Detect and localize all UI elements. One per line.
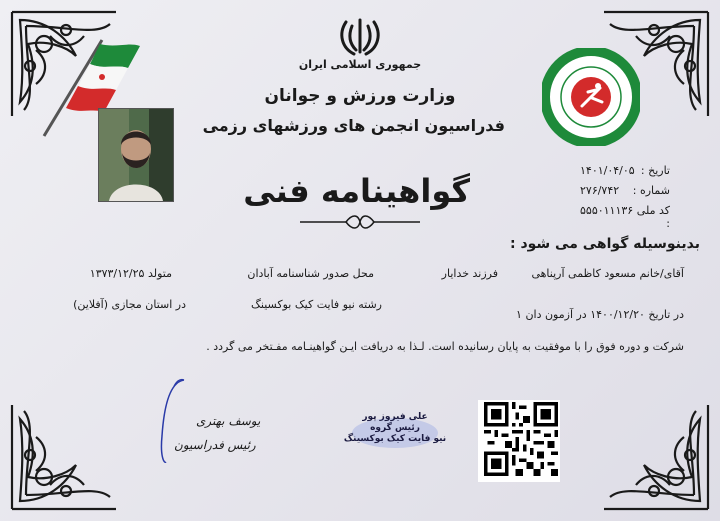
national-code-value: ۵۵۵۰۱۱۱۳۶	[580, 204, 634, 217]
stamp-role: رئیس گروه	[370, 423, 420, 433]
stamp	[340, 412, 450, 445]
issue-place: محل صدور شناسنامه آبادان	[247, 267, 374, 280]
stamp-group: نیو فایت کیک بوکسینگ	[343, 434, 447, 444]
father-name: فرزند خدایار	[441, 267, 498, 280]
qr-code-icon	[478, 400, 560, 482]
meta-national-code	[580, 204, 670, 230]
corner-ornament-bottom-right	[594, 395, 714, 515]
certificate-title: گواهینامه فنی	[243, 172, 470, 210]
holder-photo	[98, 108, 174, 202]
lead-statement: بدینوسیله گواهی می شود :	[509, 236, 700, 252]
iran-emblem-icon	[338, 16, 382, 58]
completion-statement: شرکت و دوره فوق را با موفقیت به پایان رسانیده است. لـذا به دریافت ایـن گواهینـامه مفـتخر می گردد .	[206, 340, 684, 353]
number-value: ۲۷۶/۷۴۲	[580, 184, 620, 197]
province: در استان مجازی (آفلاین)	[73, 298, 186, 311]
signatory-name: یوسف بهتری	[196, 414, 261, 428]
corner-ornament-bottom-left	[6, 395, 126, 515]
meta-number	[580, 184, 670, 197]
birth-date: متولد ۱۳۷۳/۱۲/۲۵	[89, 267, 172, 280]
stamp-name: علی فیروز پور	[362, 412, 428, 422]
date-value: ۱۴۰۱/۰۴/۰۵	[580, 164, 635, 177]
date-label: تاریخ :	[640, 164, 670, 177]
divider-ornament	[296, 214, 424, 230]
federation-heading: فدراسیون انجمن های ورزشهای رزمی	[202, 116, 505, 135]
signatory-role: رئیس فدراسیون	[174, 438, 256, 452]
meta-date	[580, 164, 670, 177]
discipline: رشته نیو فایت کیک بوکسینگ	[251, 298, 382, 311]
holder-name: آقای/خانم مسعود کاظمی آرپناهی	[531, 267, 684, 280]
exam-date: در تاریخ ۱۴۰۰/۱۲/۲۰ در آزمون دان ۱	[516, 308, 684, 321]
republic-heading: جمهوری اسلامی ایران	[298, 58, 422, 71]
ministry-heading: وزارت ورزش و جوانان	[264, 86, 456, 106]
federation-emblem	[542, 48, 640, 146]
national-code-label: کد ملی :	[636, 204, 670, 230]
number-label: شماره :	[632, 184, 670, 197]
